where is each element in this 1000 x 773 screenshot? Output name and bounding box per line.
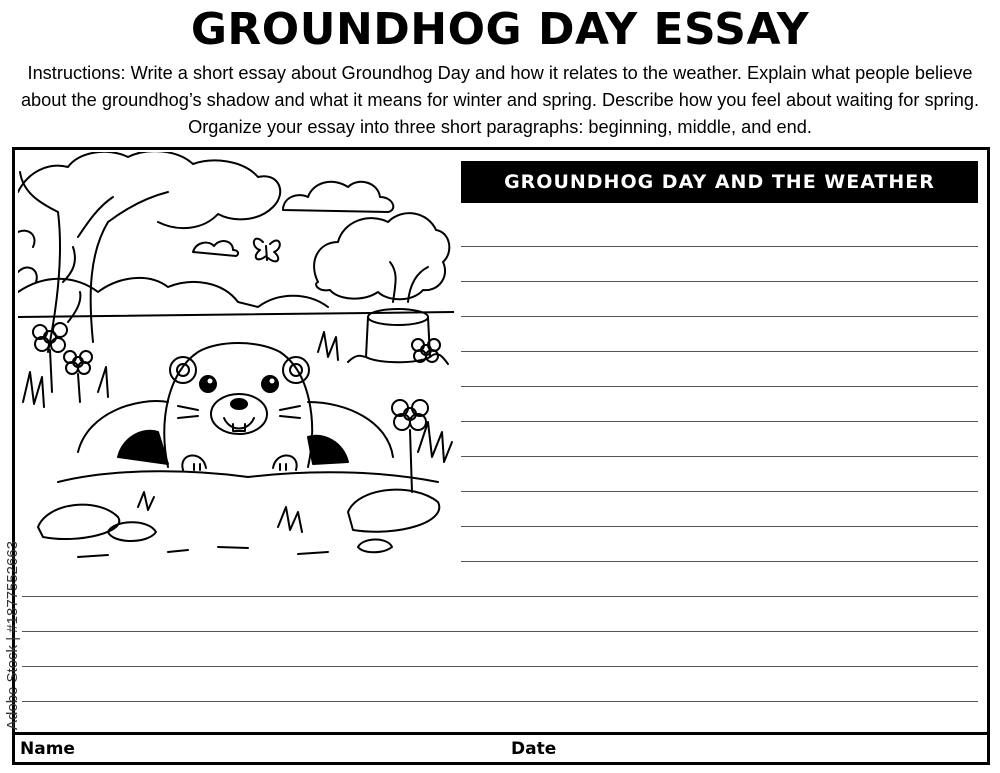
writing-line[interactable]: [461, 561, 978, 562]
writing-line[interactable]: [461, 281, 978, 282]
groundhog-illustration: [18, 152, 454, 568]
writing-line[interactable]: [22, 666, 978, 667]
writing-line[interactable]: [461, 421, 978, 422]
page-title: GROUNDHOG DAY ESSAY: [190, 4, 810, 55]
instructions-text: Instructions: Write a short essay about Groundhog Day and how it relates to the weather. Explain what people believe about the groundhog’s shadow and what it means for winter and spring. Describe how you feel about waiting for spring. Organize your essay into three short paragraphs: beginning, middle, and end.: [20, 63, 980, 137]
footer-divider: [15, 732, 987, 735]
essay-heading-banner: GROUNDHOG DAY AND THE WEATHER: [461, 161, 978, 203]
writing-line[interactable]: [461, 246, 978, 247]
stock-watermark: [4, 500, 24, 730]
name-label: Name: [20, 739, 75, 759]
writing-line[interactable]: [461, 526, 978, 527]
writing-line[interactable]: [22, 631, 978, 632]
date-label: Date: [511, 739, 557, 759]
stock-watermark-text: Adobe Stock | #1877552663: [4, 540, 21, 730]
writing-line[interactable]: [461, 491, 978, 492]
writing-line[interactable]: [461, 351, 978, 352]
writing-line[interactable]: [22, 701, 978, 702]
writing-line[interactable]: [22, 596, 978, 597]
writing-line[interactable]: [461, 386, 978, 387]
writing-line[interactable]: [461, 316, 978, 317]
writing-line[interactable]: [461, 456, 978, 457]
